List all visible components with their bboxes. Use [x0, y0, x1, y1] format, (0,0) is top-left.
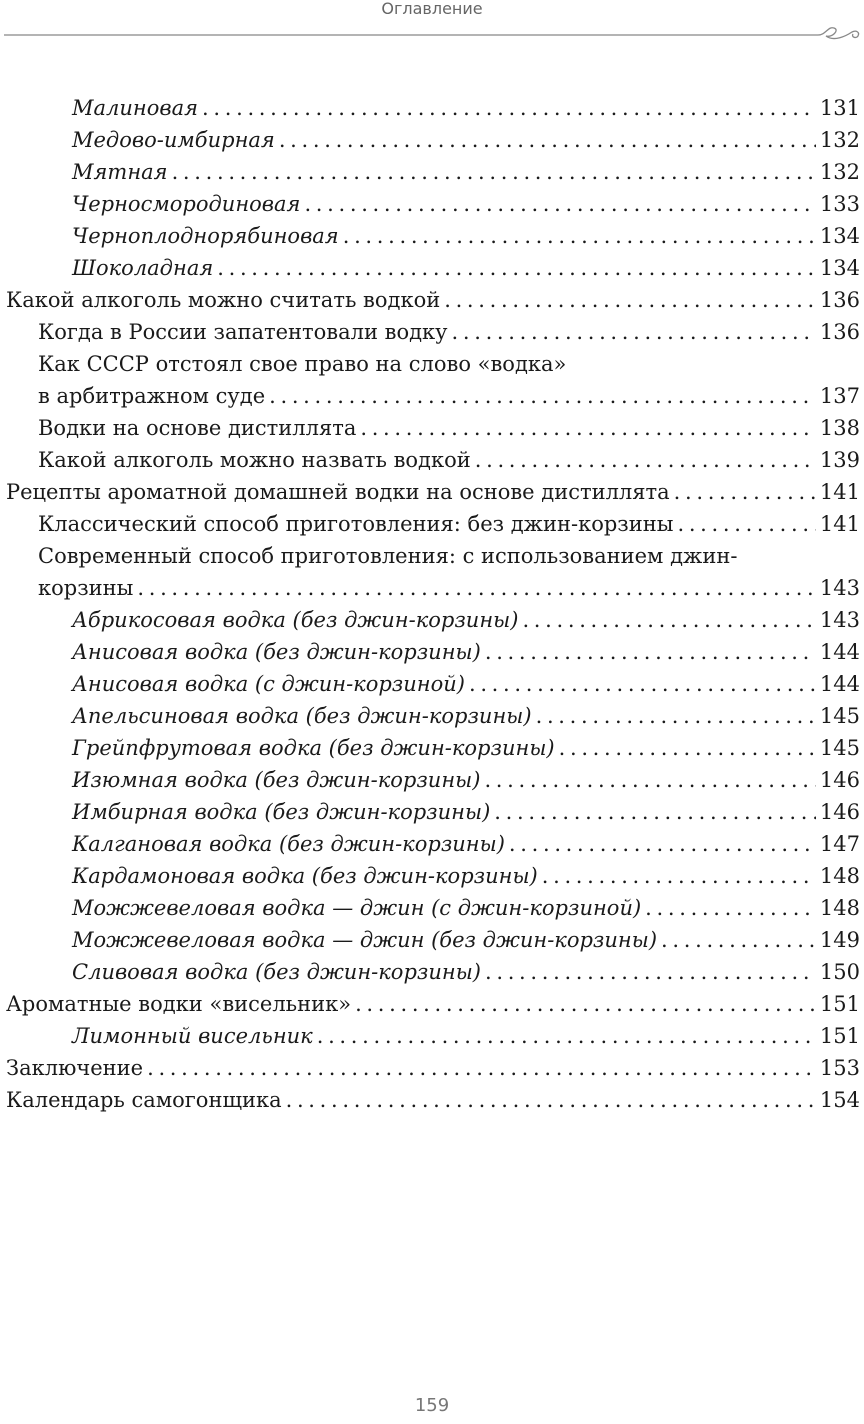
dot-leader — [355, 988, 816, 1020]
toc-entry[interactable] — [0, 988, 864, 1020]
toc-entry-page: 151 — [819, 1024, 860, 1048]
toc-entry-title: Какой алкоголь можно считать водкой — [6, 288, 441, 312]
toc-entry-page: 132 — [819, 160, 860, 184]
dot-leader — [661, 924, 816, 956]
toc-entry-page: 134 — [819, 256, 860, 280]
dot-leader — [674, 476, 816, 508]
toc-entry-title: Рецепты ароматной домашней водки на основе дистиллята — [6, 480, 670, 504]
toc-entry-page: 141 — [819, 480, 860, 504]
dot-leader — [494, 796, 816, 828]
toc-entry-title: Калгановая водка (без джин-корзины) — [72, 832, 505, 856]
dot-leader — [317, 1020, 816, 1052]
toc-entry[interactable] — [0, 92, 864, 124]
dot-leader — [343, 220, 816, 252]
toc-entry-title: Водки на основе дистиллята — [38, 416, 357, 440]
dot-leader — [559, 732, 816, 764]
dot-leader — [217, 252, 816, 284]
toc-entry[interactable] — [0, 892, 864, 924]
toc-entry[interactable] — [0, 604, 864, 636]
dot-leader — [444, 284, 816, 316]
toc-entry-page: 147 — [819, 832, 860, 856]
toc-entry-title: Имбирная водка (без джин-корзины) — [72, 800, 491, 824]
toc-entry-title: Черносмородиновая — [72, 192, 301, 216]
dot-leader — [542, 860, 816, 892]
toc-entry-page: 149 — [819, 928, 860, 952]
toc-entry-page: 141 — [819, 512, 860, 536]
toc-entry-title: Анисовая водка (с джин-корзиной) — [72, 672, 465, 696]
toc-entry-title-continuation: в арбитражном суде — [38, 384, 266, 408]
dot-leader — [172, 156, 816, 188]
dot-leader — [475, 444, 816, 476]
dot-leader — [677, 508, 815, 540]
toc-entry-title: Изюмная водка (без джин-корзины) — [72, 768, 481, 792]
toc-entry-page: 144 — [819, 672, 860, 696]
toc-entry-title: Какой алкоголь можно назвать водкой — [38, 448, 471, 472]
toc-entry-continuation[interactable] — [0, 380, 864, 412]
toc-entry-page: 144 — [819, 640, 860, 664]
toc-entry-title: Анисовая водка (без джин-корзины) — [72, 640, 481, 664]
toc-entry-page: 153 — [819, 1056, 860, 1080]
dot-leader — [485, 636, 816, 668]
toc-entry[interactable] — [0, 668, 864, 700]
dot-leader — [509, 828, 816, 860]
toc-entry-title-continuation: корзины — [38, 576, 134, 600]
toc-entry[interactable] — [0, 956, 864, 988]
header-rule-ornament — [0, 22, 864, 46]
toc-entry-title: Грейпфрутовая водка (без джин-корзины) — [72, 736, 555, 760]
toc-entry[interactable] — [0, 284, 864, 316]
table-of-contents — [0, 92, 864, 1116]
toc-entry-title: Апельсиновая водка (без джин-корзины) — [72, 704, 532, 728]
toc-entry-page: 146 — [819, 800, 860, 824]
toc-entry[interactable] — [0, 636, 864, 668]
toc-entry[interactable] — [0, 476, 864, 508]
toc-entry-title: Кардамоновая водка (без джин-корзины) — [72, 864, 538, 888]
toc-entry-page: 145 — [819, 704, 860, 728]
toc-entry-page: 145 — [819, 736, 860, 760]
toc-entry-page: 136 — [819, 288, 860, 312]
toc-entry-page: 131 — [819, 96, 860, 120]
toc-entry-title: Абрикосовая водка (без джин-корзины) — [72, 608, 519, 632]
toc-entry-page: 137 — [819, 384, 860, 408]
toc-entry[interactable] — [0, 508, 864, 540]
toc-entry-page: 146 — [819, 768, 860, 792]
dot-leader — [269, 380, 816, 412]
dot-leader — [452, 316, 816, 348]
toc-entry[interactable] — [0, 412, 864, 444]
dot-leader — [279, 124, 816, 156]
toc-entry-page: 143 — [819, 608, 860, 632]
toc-entry-title: Календарь самогонщика — [6, 1088, 282, 1112]
toc-entry[interactable] — [0, 188, 864, 220]
toc-entry-title: Шоколадная — [72, 256, 214, 280]
toc-entry[interactable] — [0, 796, 864, 828]
toc-entry-page: 134 — [819, 224, 860, 248]
toc-entry-page: 136 — [819, 320, 860, 344]
toc-entry-title: Сливовая водка (без джин-корзины) — [72, 960, 481, 984]
toc-entry-continuation[interactable] — [0, 572, 864, 604]
toc-entry-title: Когда в России запатентовали водку — [38, 320, 448, 344]
toc-entry[interactable] — [0, 1020, 864, 1052]
toc-entry[interactable] — [0, 1084, 864, 1116]
toc-entry[interactable] — [0, 700, 864, 732]
toc-entry-page: 143 — [819, 576, 860, 600]
toc-entry-page: 151 — [819, 992, 860, 1016]
toc-entry[interactable] — [0, 252, 864, 284]
dot-leader — [202, 92, 816, 124]
toc-entry-title: Заключение — [6, 1056, 144, 1080]
toc-entry-page: 138 — [819, 416, 860, 440]
page-number: 159 — [414, 1395, 450, 1416]
toc-entry[interactable] — [0, 924, 864, 956]
toc-entry-page: 154 — [819, 1088, 860, 1112]
toc-entry-title: Ароматные водки «висельник» — [6, 992, 352, 1016]
toc-entry[interactable] — [0, 764, 864, 796]
toc-entry-title: Можжевеловая водка — джин (с джин-корзиной) — [72, 896, 642, 920]
toc-entry[interactable] — [0, 540, 864, 572]
toc-entry[interactable] — [0, 1052, 864, 1084]
dot-leader — [536, 700, 816, 732]
dot-leader — [469, 668, 816, 700]
toc-entry-title: Классический способ приготовления: без джин-корзины — [38, 512, 674, 536]
dot-leader — [304, 188, 815, 220]
toc-entry-title: Современный способ приготовления: с использованием джин- — [38, 544, 738, 568]
toc-entry-page: 148 — [819, 896, 860, 920]
dot-leader — [484, 764, 815, 796]
toc-entry-title: Малиновая — [72, 96, 199, 120]
dot-leader — [485, 956, 816, 988]
toc-entry-page: 133 — [819, 192, 860, 216]
dot-leader — [645, 892, 816, 924]
dot-leader — [137, 572, 816, 604]
toc-entry-page: 132 — [819, 128, 860, 152]
toc-entry-title: Мятная — [72, 160, 168, 184]
toc-entry-title: Черноплоднорябиновая — [72, 224, 339, 248]
toc-entry[interactable] — [0, 220, 864, 252]
toc-entry-page: 150 — [819, 960, 860, 984]
dot-leader — [286, 1084, 816, 1116]
toc-entry-page: 139 — [819, 448, 860, 472]
running-head-title: Оглавление — [381, 0, 483, 18]
toc-entry-page: 148 — [819, 864, 860, 888]
toc-entry-title: Медово-имбирная — [72, 128, 275, 152]
toc-entry-title: Как СССР отстоял свое право на слово «водка» — [38, 352, 567, 376]
toc-entry[interactable] — [0, 348, 864, 380]
toc-entry[interactable] — [0, 316, 864, 348]
toc-entry[interactable] — [0, 828, 864, 860]
toc-entry[interactable] — [0, 156, 864, 188]
toc-entry[interactable] — [0, 860, 864, 892]
toc-entry[interactable] — [0, 444, 864, 476]
dot-leader — [147, 1052, 816, 1084]
dot-leader — [360, 412, 816, 444]
toc-entry[interactable] — [0, 124, 864, 156]
toc-entry-title: Можжевеловая водка — джин (без джин-корзины) — [72, 928, 658, 952]
dot-leader — [522, 604, 815, 636]
toc-entry[interactable] — [0, 732, 864, 764]
toc-entry-title: Лимонный висельник — [72, 1024, 313, 1048]
